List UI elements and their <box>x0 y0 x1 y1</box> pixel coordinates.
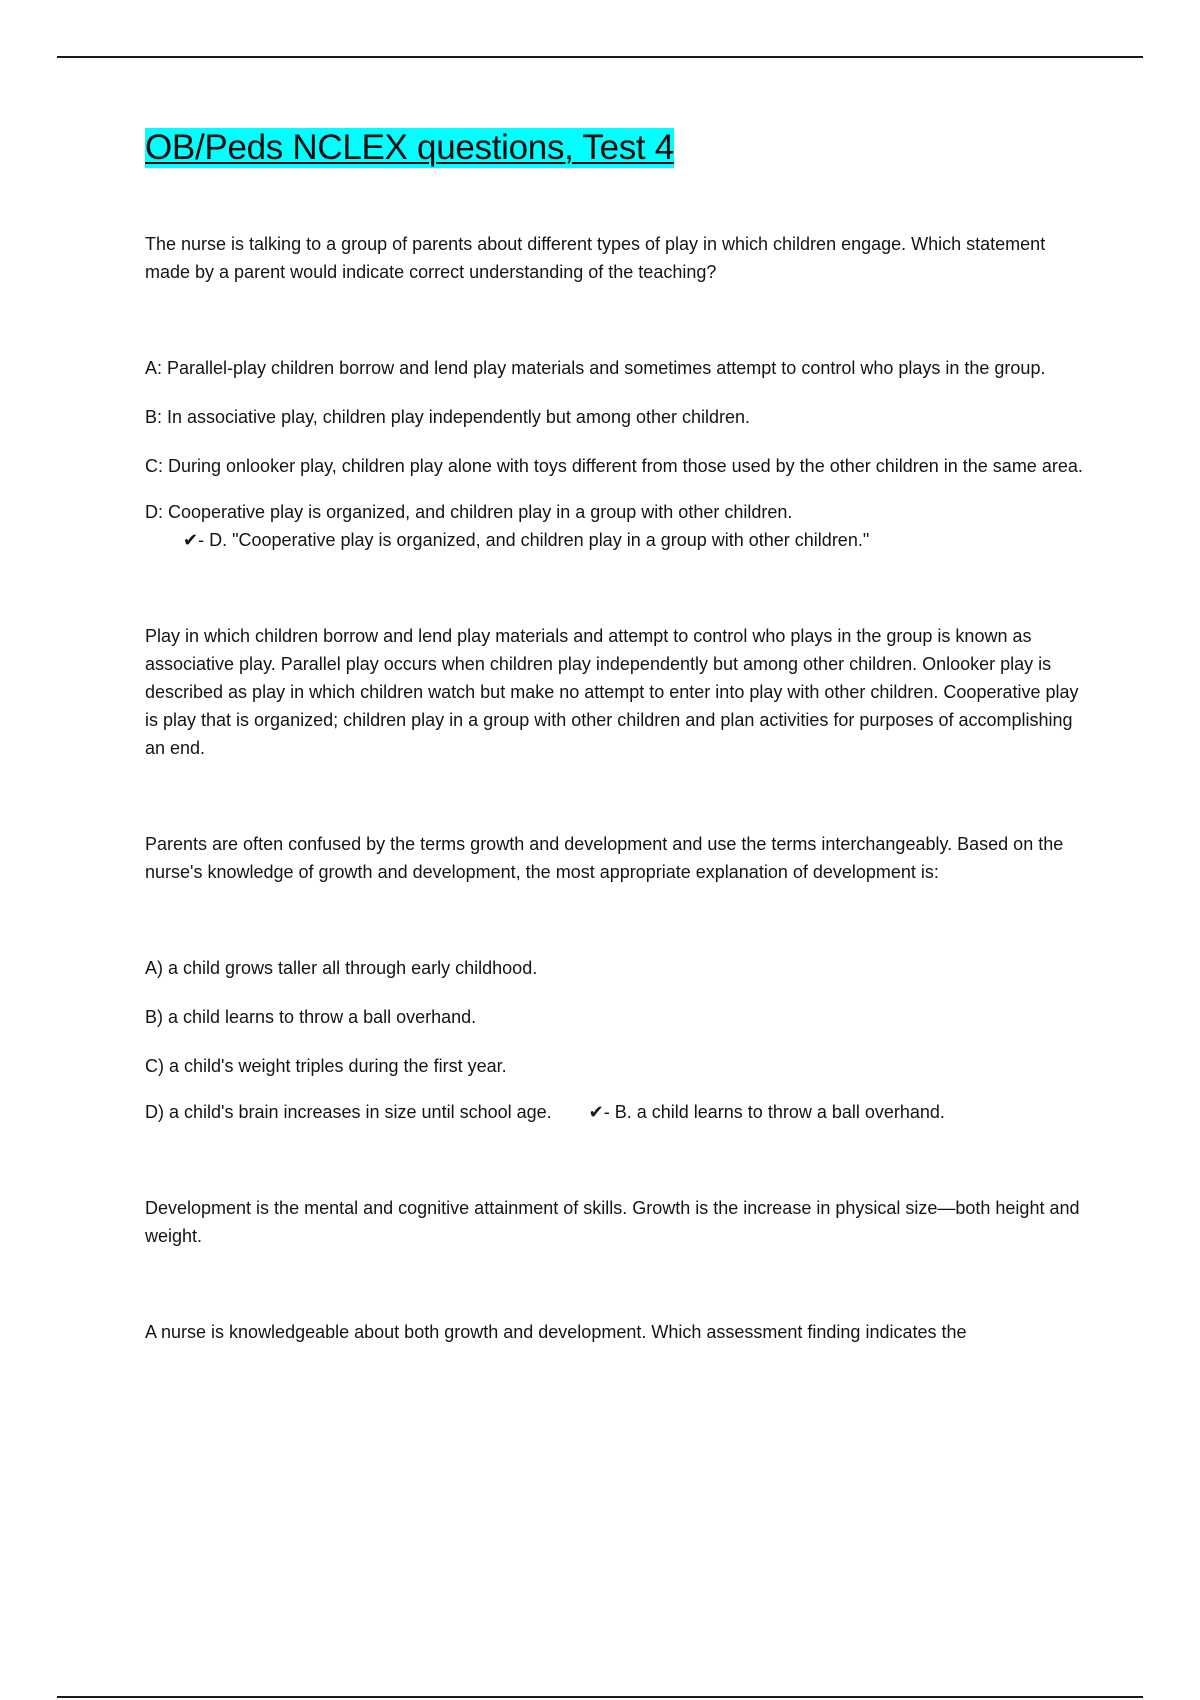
document-body <box>145 128 1090 1346</box>
question-3-stem: A nurse is knowledgeable about both growth and development. Which assessment finding indicates the <box>145 1322 967 1343</box>
bottom-rule <box>57 1696 1143 1698</box>
question-1-option-b: B: In associative play, children play independently but among other children. <box>145 407 751 428</box>
question-1-option-d-line <box>145 498 1090 554</box>
top-rule <box>57 56 1143 58</box>
question-1-rationale: Play in which children borrow and lend play materials and attempt to control who plays in the group is known as associative play. Parallel play occurs when children play independently but among other children. Onlooker play is described as play in which children watch but make no attempt to enter into play with other children. Cooperative play is play that is organized; children play in a group with other children and plan activities for purposes of accomplishing an end. <box>145 626 1079 759</box>
question-2-option-d-line <box>145 1098 1090 1126</box>
question-1-option-a: A: Parallel-play children borrow and lend play materials and sometimes attempt to control who plays in the group. <box>145 358 1046 379</box>
question-1-option-d: D: Cooperative play is organized, and children play in a group with other children. <box>145 502 793 523</box>
question-2-rationale: Development is the mental and cognitive attainment of skills. Growth is the increase in physical size—both height and weight. <box>145 1198 1080 1247</box>
question-2-answer: ✔- B. a child learns to throw a ball overhand. <box>588 1102 945 1123</box>
question-2-option-a: A) a child grows taller all through early childhood. <box>145 958 538 979</box>
question-2-option-b: B) a child learns to throw a ball overhand. <box>145 1007 477 1028</box>
question-1-option-c: C: During onlooker play, children play alone with toys different from those used by the other children in the same area. <box>145 456 1083 477</box>
question-2-stem: Parents are often confused by the terms growth and development and use the terms interchangeably. Based on the nurse's knowledge of growth and development, the most appropriate explanation of development is: <box>145 834 1064 883</box>
question-1-stem: The nurse is talking to a group of parents about different types of play in which children engage. Which statement made by a parent would indicate correct understanding of the teaching? <box>145 234 1046 283</box>
question-2-option-c: C) a child's weight triples during the first year. <box>145 1056 507 1077</box>
question-1-answer: ✔- D. "Cooperative play is organized, and children play in a group with other children." <box>183 530 870 551</box>
question-2-option-d: D) a child's brain increases in size until school age. <box>145 1102 552 1123</box>
page-title: OB/Peds NCLEX questions, Test 4 <box>145 128 674 167</box>
